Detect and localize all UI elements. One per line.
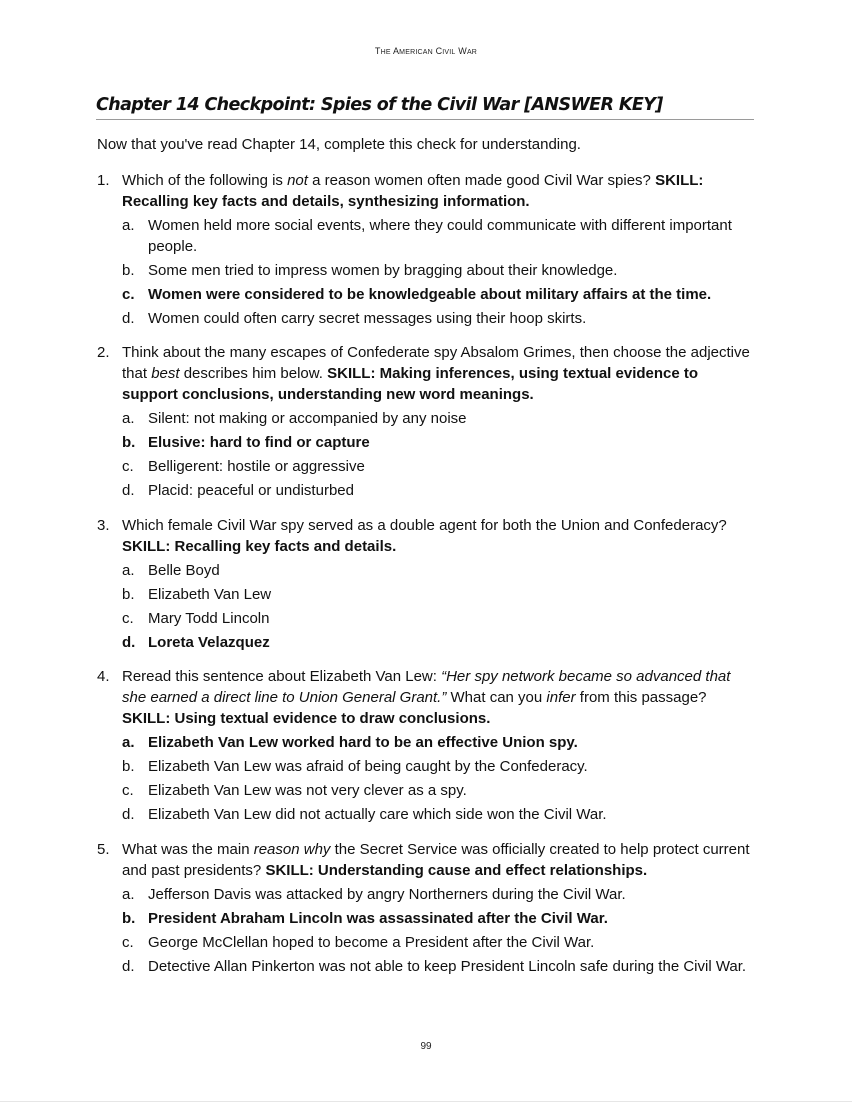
answer-options [122,733,757,826]
skill-label: SKILL: Recalling key facts and details, synthesizing information. [122,172,704,210]
answer-option [122,609,757,630]
answer-option [122,261,757,282]
option-text: Women were considered to be knowledgeable about military affairs at the time. [148,285,712,303]
question-number: 3. [97,516,110,534]
option-letter: a. [122,734,135,751]
running-head: THE AMERICAN CIVIL WAR [374,46,478,56]
prompt-text: the Secret Service was officially created to help protect current and past presidents? [122,840,750,879]
question-3 [97,515,757,654]
answer-option [122,805,757,826]
intro-text: Now that you've read Chapter 14, complete this check for understanding. [97,136,581,153]
option-text: Elizabeth Van Lew [148,585,272,603]
answer-option [122,781,757,802]
option-text: Some men tried to impress women by bragging about their knowledge. [148,261,618,279]
prompt-text: Reread this sentence about Elizabeth Van Lew: [122,668,442,685]
skill-label: SKILL: Understanding cause and effect relationships. [265,861,648,879]
option-text: Women held more social events, where they could communicate with different important people. [148,217,732,255]
option-letter: b. [122,434,136,451]
option-text: Detective Allan Pinkerton was not able to keep President Lincoln safe during the Civil War. [148,957,747,975]
question-number: 2. [97,344,110,361]
option-text: Belligerent: hostile or aggressive [148,458,365,475]
option-text: Elizabeth Van Lew did not actually care which side won the Civil War. [148,806,607,823]
skill-label: SKILL: Making inferences, using textual evidence to support conclusions, understanding new word meanings. [122,365,699,403]
option-text: Silent: not making or accompanied by any noise [148,410,467,427]
option-letter: d. [122,482,135,499]
prompt-text: What can you [446,689,547,706]
page-title: Chapter 14 Checkpoint: Spies of the Civil War [ANSWER KEY] [96,95,754,120]
question-prompt [122,515,757,557]
correct-answer-option [122,433,757,454]
option-letter: b. [122,261,135,279]
answer-option [122,561,757,582]
option-text: President Abraham Lincoln was assassinated after the Civil War. [148,909,608,927]
question-prompt [122,170,757,212]
answer-options [122,409,757,502]
question-prompt [122,839,757,881]
option-letter: c. [122,458,134,475]
answer-option [122,885,757,906]
question-5 [97,839,757,978]
option-letter: a. [122,561,135,579]
correct-answer-option [122,285,757,306]
page-number: 99 [420,1041,432,1052]
answer-option [122,933,757,954]
option-letter: a. [122,217,135,234]
answer-option [122,585,757,606]
option-text: Elusive: hard to find or capture [148,434,370,451]
option-text: George McClellan hoped to become a President after the Civil War. [148,933,595,951]
prompt-text: Think about the many escapes of Confederate spy Absalom Grimes, then choose the adjective that [122,344,750,382]
option-letter: c. [122,285,135,303]
answer-option [122,409,757,430]
option-letter: c. [122,782,134,799]
emphasis-text: not [287,172,308,189]
question-prompt [122,342,757,405]
answer-option [122,309,757,330]
option-letter: a. [122,410,135,427]
answer-option [122,457,757,478]
option-letter: d. [122,957,135,975]
emphasis-text: best [151,365,180,382]
option-letter: a. [122,885,135,903]
answer-option [122,216,757,257]
answer-option [122,757,757,778]
answer-options [122,561,757,654]
question-number: 5. [97,840,110,858]
prompt-text: What was the main [122,840,254,858]
option-letter: d. [122,309,135,327]
page-bottom-edge [0,1101,852,1102]
prompt-text: Which female Civil War spy served as a double agent for both the Union and Confederacy? [122,516,727,534]
option-text: Elizabeth Van Lew worked hard to be an effective Union spy. [148,734,578,751]
question-list [97,170,757,990]
answer-option [122,957,757,978]
question-number: 1. [97,172,110,189]
option-letter: d. [122,633,136,651]
option-letter: b. [122,758,135,775]
option-letter: d. [122,806,135,823]
option-letter: c. [122,609,134,627]
question-prompt [122,666,757,729]
prompt-text: Which of the following is [122,172,288,189]
option-text: Mary Todd Lincoln [148,609,270,627]
skill-label: SKILL: Recalling key facts and details. [122,537,397,555]
option-text: Jefferson Davis was attacked by angry Northerners during the Civil War. [148,885,626,903]
emphasis-text: “Her spy network became so advanced that she earned a direct line to Union General Grant.” [122,668,731,706]
option-text: Belle Boyd [148,561,220,579]
option-letter: b. [122,585,135,603]
option-letter: c. [122,933,134,951]
question-1 [97,170,757,329]
emphasis-text: infer [546,689,576,706]
option-text: Loreta Velazquez [148,633,270,651]
prompt-text: from this passage? [575,689,707,706]
option-text: Elizabeth Van Lew was not very clever as a spy. [148,782,467,799]
option-letter: b. [122,909,136,927]
correct-answer-option [122,733,757,754]
correct-answer-option [122,633,757,654]
question-2 [97,342,757,502]
skill-label: SKILL: Using textual evidence to draw conclusions. [122,710,491,727]
correct-answer-option [122,909,757,930]
answer-options [122,885,757,978]
prompt-text: a reason women often made good Civil War spies? [307,172,656,189]
question-number: 4. [97,668,110,685]
question-4 [97,666,757,826]
emphasis-text: reason why [253,840,331,858]
prompt-text: describes him below. [179,365,328,382]
option-text: Women could often carry secret messages using their hoop skirts. [148,309,587,327]
answer-option [122,481,757,502]
option-text: Elizabeth Van Lew was afraid of being caught by the Confederacy. [148,758,588,775]
option-text: Placid: peaceful or undisturbed [148,482,354,499]
answer-options [122,216,757,329]
